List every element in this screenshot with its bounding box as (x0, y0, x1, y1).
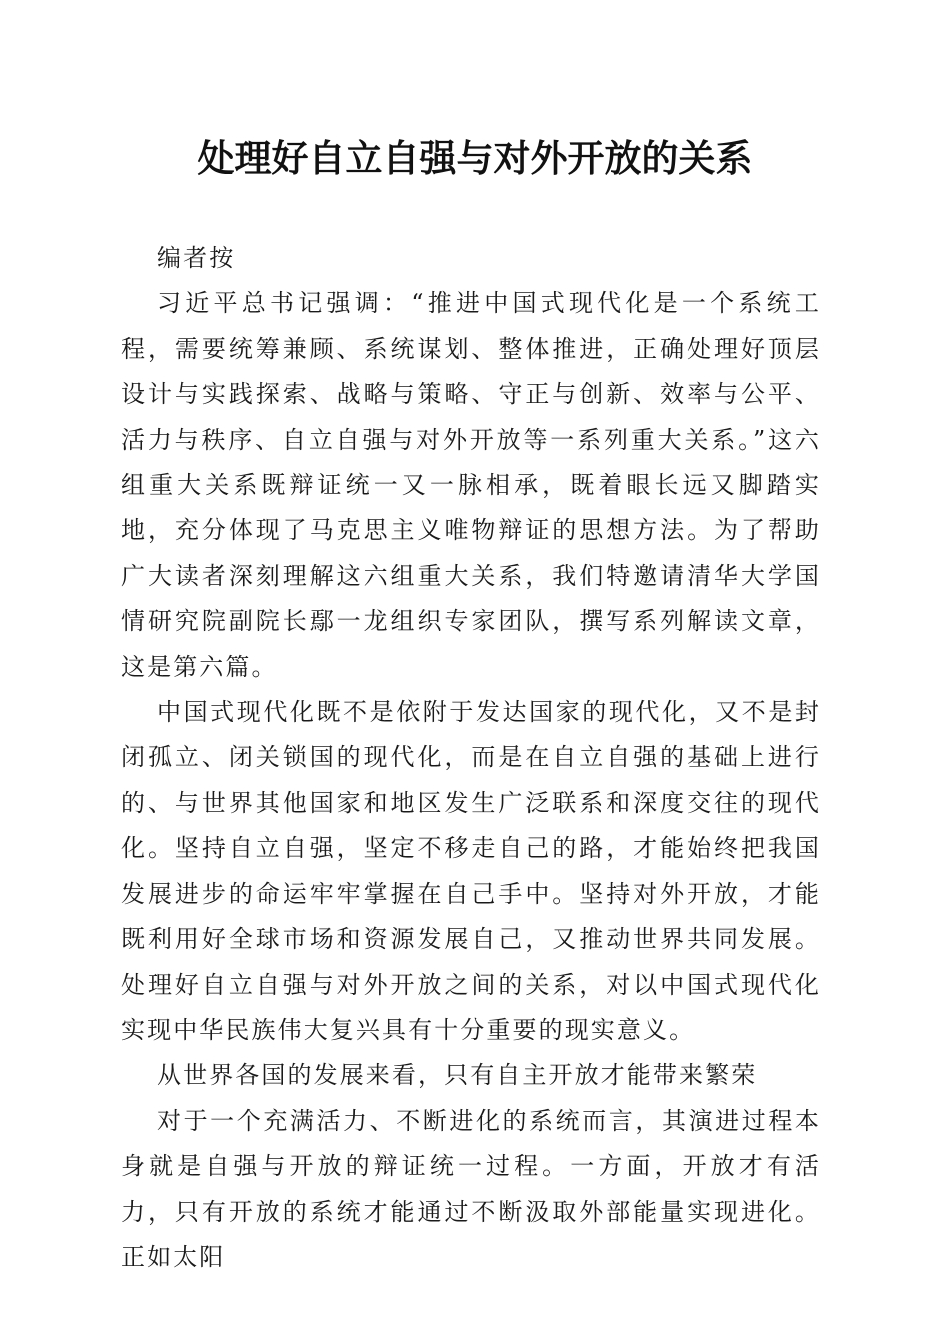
paragraph-editor-note: 习近平总书记强调：“推进中国式现代化是一个系统工程，需要统筹兼顾、系统谋划、整体推进，正确处理好顶层设计与实践探索、战略与策略、守正与创新、效率与公平、活力与秩序、自立自强与对外开放等一系列重大关系。”这六组重大关系既辩证统一又一脉相承，既着眼长远又脚踏实地，充分体现了马克思主义唯物辩证的思想方法。为了帮助广大读者深刻理解这六组重大关系，我们特邀请清华大学国情研究院副院长鄢一龙组织专家团队，撰写系列解读文章，这是第六篇。 (121, 289, 821, 681)
paragraph-intro: 中国式现代化既不是依附于发达国家的现代化，又不是封闭孤立、闭关锁国的现代化，而是在自立自强的基础上进行的、与世界其他国家和地区发生广泛联系和深度交往的现代化。坚持自立自强，坚定不移走自己的路，才能始终把我国发展进步的命运牢牢掌握在自己手中。坚持对外开放，才能既利用好全球市场和资源发展自己，又推动世界共同发展。处理好自立自强与对外开放之间的关系，对以中国式现代化实现中华民族伟大复兴具有十分重要的现实意义。 (121, 698, 821, 1044)
document-title: 处理好自立自强与对外开放的关系 (197, 136, 753, 180)
section-heading: 从世界各国的发展来看，只有自主开放才能带来繁荣 (157, 1061, 758, 1090)
paragraph-section-body: 对于一个充满活力、不断进化的系统而言，其演进过程本身就是自强与开放的辩证统一过程。一方面，开放才有活力，只有开放的系统才能通过不断汲取外部能量实现进化。正如太阳 (121, 1106, 821, 1271)
editor-note-heading: 编者按 (157, 244, 236, 272)
document-body (121, 236, 821, 1280)
